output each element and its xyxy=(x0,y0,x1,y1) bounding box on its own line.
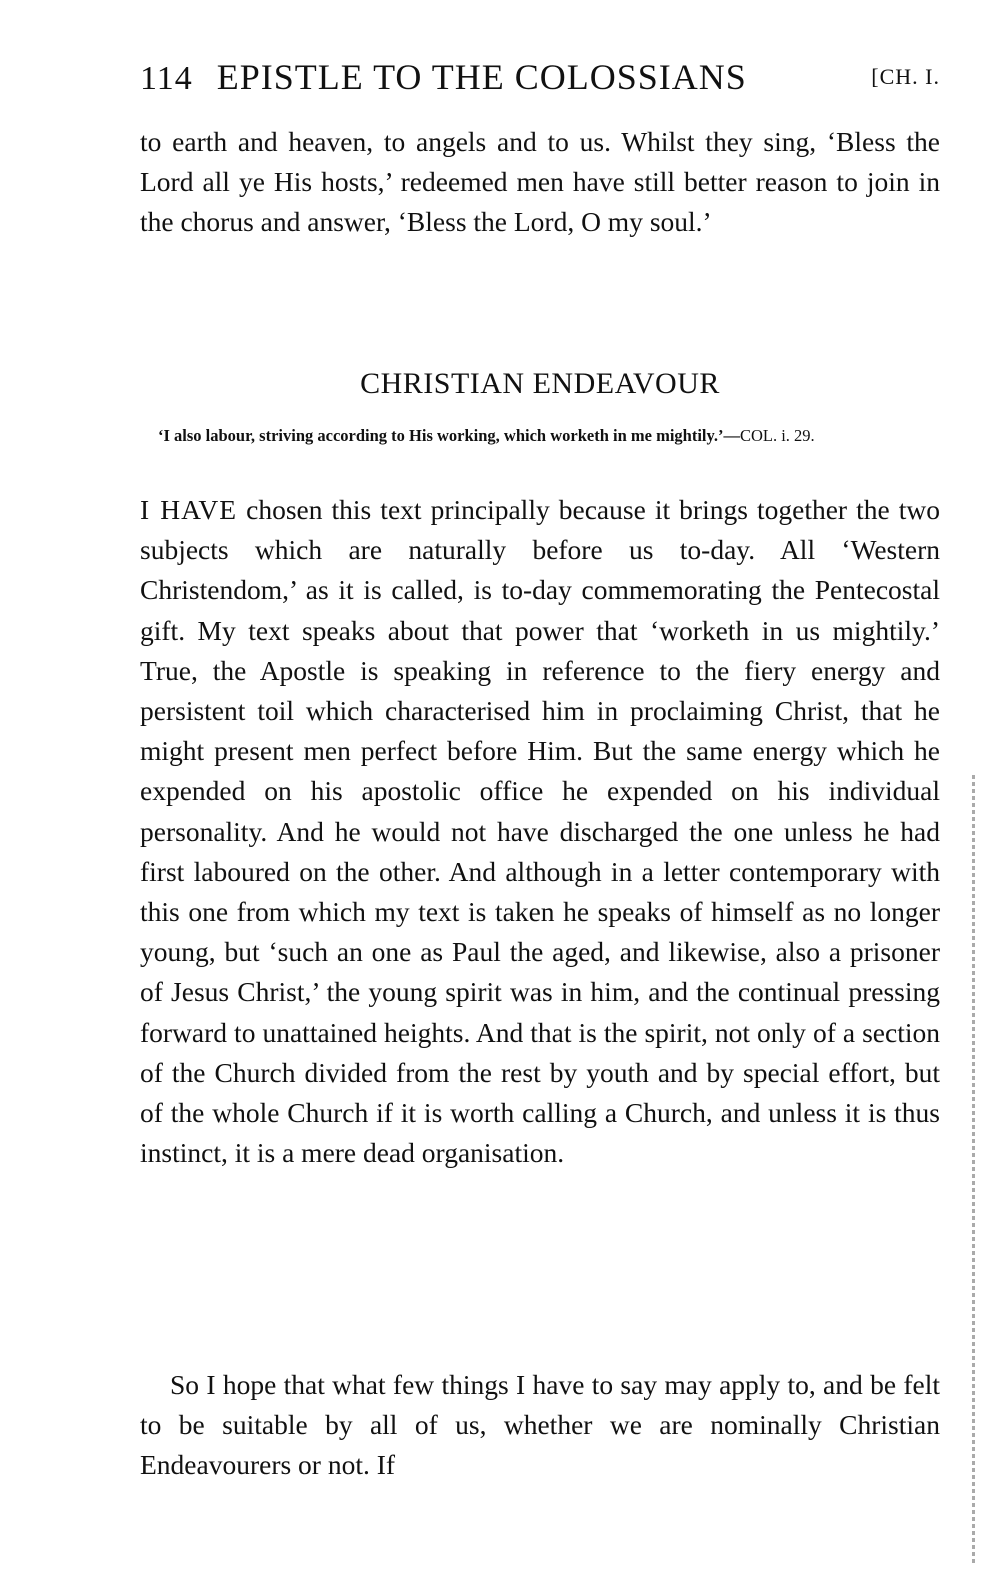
continued-paragraph: to earth and heaven, to angels and to us. Whilst they sing, ‘Bless the Lord all ye His hosts,’ redeemed men have still better reason to join in the chorus and answer, ‘Bless the Lord, O my soul.’ xyxy=(140,126,940,238)
chapter-marker: [CH. I. xyxy=(871,64,940,89)
page-number: 114 xyxy=(140,60,193,97)
page-edge-shadow xyxy=(972,775,975,1565)
running-head xyxy=(140,52,950,102)
epigraph-text: ‘I also labour, striving according to His working, which worketh in me mightily.’— xyxy=(158,426,740,445)
running-title: EPISTLE TO THE COLOSSIANS xyxy=(216,57,747,97)
section-heading: CHRISTIAN ENDEAVOUR xyxy=(360,367,720,400)
epigraph-citation: COL. i. 29. xyxy=(739,426,815,445)
second-paragraph: So I hope that what few things I have to say may apply to, and be felt to be suitable by all of us, whether we are nominally Christian Endeavourers or not. If xyxy=(140,1369,940,1481)
epigraph-quote xyxy=(140,426,940,446)
opening-paragraph xyxy=(140,490,940,1173)
epigraph xyxy=(140,426,940,446)
opening-paragraph-text: chosen this text principally because it brings together the two subjects which are naturally before us to-day. All ‘Western Christendom,’ as it is called, is to-day commemorating the Pentecostal gift. My text speaks about that power that ‘worketh in us mightily.’ True, the Apostle is speaking in reference to the fiery energy and persistent toil which characterised him in proclaiming Christ, that he might present men perfect before Him. But the same energy which he expended on his apostolic office he expended on his individual personality. And he would not have discharged the one unless he had first laboured on the other. And although in a letter contemporary with this one from which my text is taken he speaks of himself as no longer young, but ‘such an one as Paul the aged, and likewise, also a prisoner of Jesus Christ,’ the young spirit was in him, and the continual pressing forward to unattained heights. And that is the spirit, not only of a section of the Church divided from the rest by youth and by special effort, but of the whole Church if it is worth calling a Church, and unless it is thus instinct, it is a mere dead organisation. xyxy=(140,494,941,1169)
opening-word: I HAVE xyxy=(140,494,238,525)
